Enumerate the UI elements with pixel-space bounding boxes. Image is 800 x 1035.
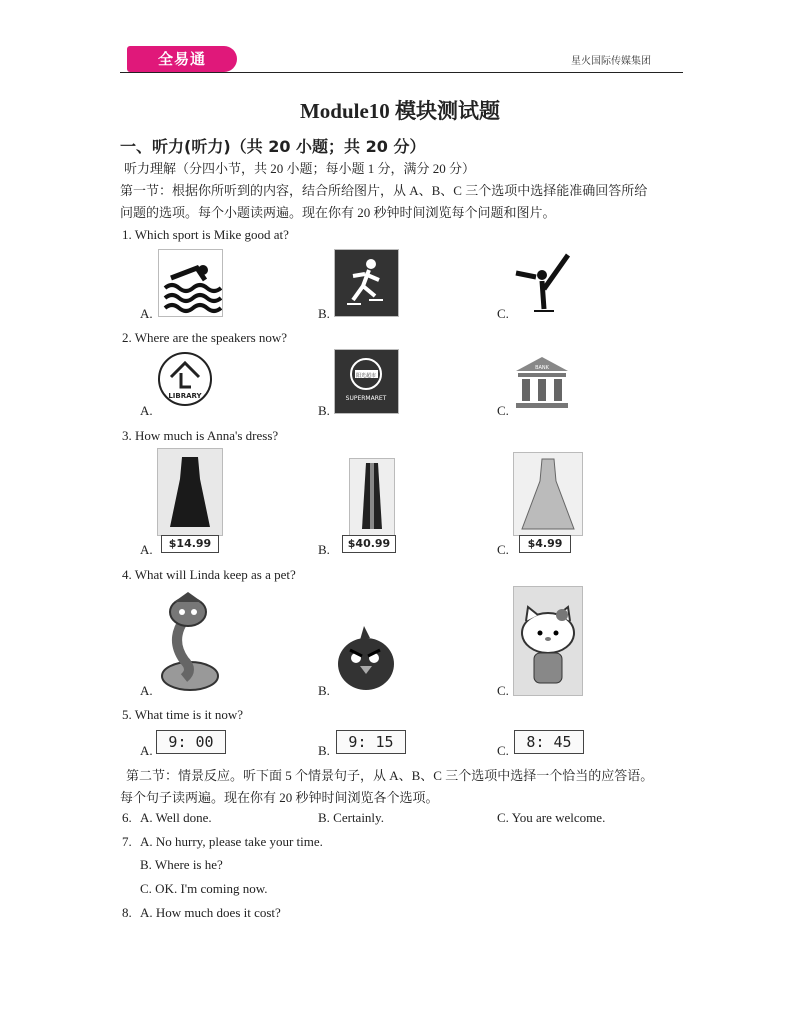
q3-option-c[interactable]: C.: [497, 542, 509, 557]
q1-option-a[interactable]: A.: [140, 306, 153, 321]
page-title: Module10 模块测试题: [299, 99, 501, 123]
section-title: 一、听力(听力)（共 20 小题；共 20 分）: [120, 137, 426, 156]
supermarket-sign: 阳光超市: [355, 373, 377, 379]
bird-icon: [334, 620, 397, 694]
question-5: 5. What time is it now?: [122, 707, 244, 722]
q6-option-c[interactable]: C. You are welcome.: [497, 810, 606, 825]
q7-number: 7.: [122, 834, 132, 849]
q7-option-c[interactable]: C. OK. I'm coming now.: [140, 881, 268, 896]
q7-option-b[interactable]: B. Where is he?: [140, 857, 223, 872]
swimming-icon: [158, 249, 223, 317]
figure-skating-icon: [512, 249, 575, 315]
cat-icon: [513, 586, 583, 696]
dress-a-image: [157, 448, 223, 536]
q5-option-a[interactable]: A.: [140, 743, 153, 758]
brand-logo: 全易通: [127, 46, 237, 72]
supermarket-label: SUPERMARET: [345, 395, 387, 402]
part1-line1: 第一节：根据你所听到的内容，结合所给图片，从 A、B、C 三个选项中选择能准确回答所给: [120, 183, 648, 198]
dress-a-price: $14.99: [161, 535, 219, 553]
q2-option-b[interactable]: B.: [318, 403, 330, 418]
dress-c-image: [513, 452, 583, 536]
publisher-name: 星火国际传媒集团: [571, 56, 651, 67]
q6-option-b[interactable]: B. Certainly.: [318, 810, 384, 825]
question-1: 1. Which sport is Mike good at?: [122, 227, 289, 242]
q8-number: 8.: [122, 905, 132, 920]
q4-option-b[interactable]: B.: [318, 683, 330, 698]
q3-option-a[interactable]: A.: [140, 542, 153, 557]
dress-c-price: $4.99: [519, 535, 571, 553]
clock-b-display: 9: 15: [336, 730, 406, 754]
q7-option-a[interactable]: A. No hurry, please take your time.: [140, 834, 323, 849]
question-3: 3. How much is Anna's dress?: [122, 428, 279, 443]
q6-number: 6.: [122, 810, 132, 825]
q3-option-b[interactable]: B.: [318, 542, 330, 557]
header-rule: [120, 72, 683, 73]
q5-option-c[interactable]: C.: [497, 743, 509, 758]
clock-c-display: 8: 45: [514, 730, 584, 754]
bank-icon: [512, 353, 572, 411]
q6-option-a[interactable]: A. Well done.: [140, 810, 212, 825]
skating-icon: [334, 249, 399, 317]
snake-icon: [156, 590, 222, 694]
q2-option-c[interactable]: C.: [497, 403, 509, 418]
q5-option-b[interactable]: B.: [318, 743, 330, 758]
q2-option-a[interactable]: A.: [140, 403, 153, 418]
q4-option-a[interactable]: A.: [140, 683, 153, 698]
part2-line1: 第二节：情景反应。听下面 5 个情景句子，从 A、B、C 三个选项中选择一个恰当的应答语。: [126, 768, 654, 783]
supermarket-icon: [334, 349, 399, 414]
library-icon: [157, 349, 213, 409]
part1-line2: 问题的选项。每个小题读两遍。现在你有 20 秒钟时间浏览每个问题和图片。: [120, 205, 556, 220]
q1-option-b[interactable]: B.: [318, 306, 330, 321]
bank-label: BANK: [535, 365, 549, 371]
q1-option-c[interactable]: C.: [497, 306, 509, 321]
listening-intro: 听力理解（分四小节，共 20 小题；每小题 1 分，满分 20 分）: [124, 161, 476, 176]
question-4: 4. What will Linda keep as a pet?: [122, 567, 296, 582]
part2-line2: 每个句子读两遍。现在你有 20 秒钟时间浏览各个选项。: [120, 790, 439, 805]
library-label: LIBRARY: [168, 392, 202, 400]
dress-b-image: [349, 458, 395, 536]
clock-a-display: 9: 00: [156, 730, 226, 754]
q4-option-c[interactable]: C.: [497, 683, 509, 698]
question-2: 2. Where are the speakers now?: [122, 330, 288, 345]
q8-option-a[interactable]: A. How much does it cost?: [140, 905, 281, 920]
dress-b-price: $40.99: [342, 535, 396, 553]
